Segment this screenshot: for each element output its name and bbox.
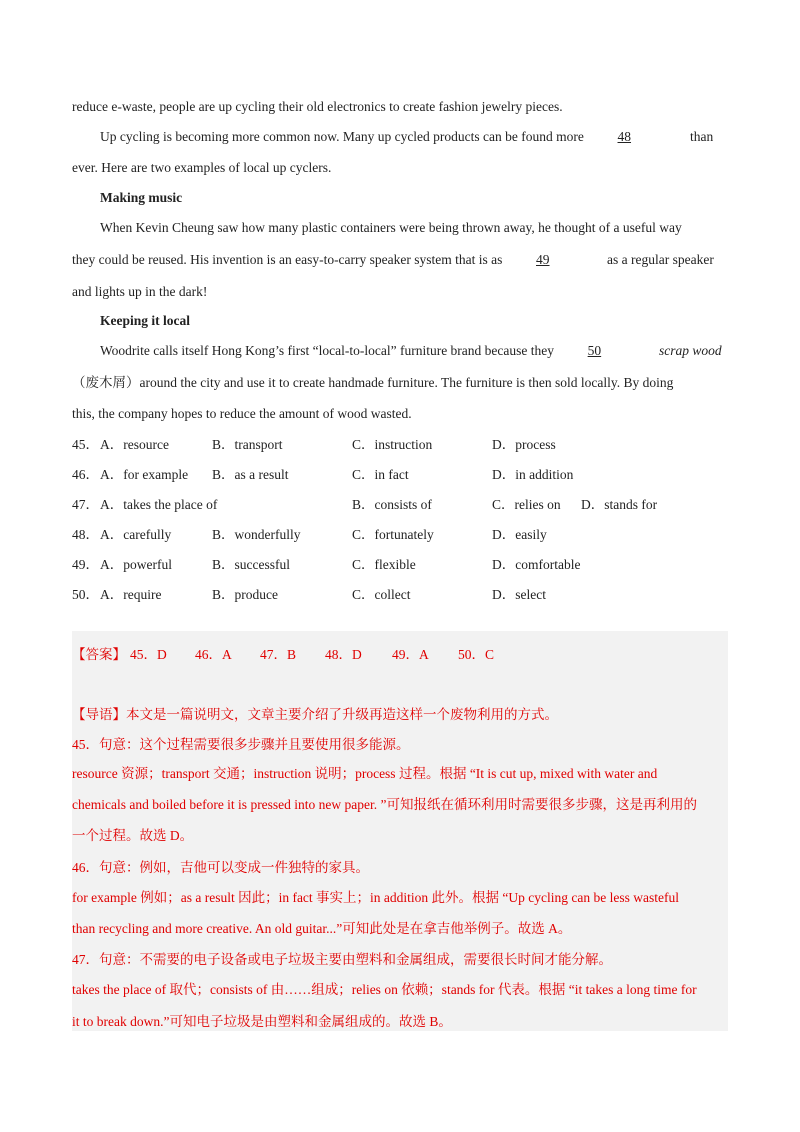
answer-key [72,646,126,664]
passage-line-7-term: scrap wood [659,343,722,358]
answer-46: 46．A [195,647,232,662]
passage-line-5 [72,251,576,269]
passage-line-3: ever. Here are two examples of local up cyclers. [72,160,332,175]
passage-line-2 [100,128,657,146]
question-number: 49． [72,557,99,572]
option-a: A．carefully [100,527,172,542]
passage-line-7 [100,342,627,360]
explanation-line-1: 45．句意：这个过程需要很多步骤并且要使用很多能源。 [72,737,410,752]
option-d: D．select [492,587,546,602]
explanation-line-3: chemicals and boiled before it is pressed into new paper. ”可知报纸在循环利用时需要很多步骤，这是再利用的 [72,797,698,812]
passage-line-2-end: than [690,129,714,144]
section-heading-making-music: Making music [100,190,183,205]
option-c: C．relies on [492,497,561,512]
option-c: C．collect [352,587,411,602]
option-a: A．resource [100,437,169,452]
explanation-line-9: takes the place of 取代；consists of 由……组成；relies on 依赖；stands for 代表。根据 “it takes a long time for [72,982,697,997]
option-b: B．produce [212,587,278,602]
answer-label: 【答案】 [72,647,126,662]
blank-50: 50 [587,343,602,358]
explanation-line-10: it to break down.”可知电子垃圾是由塑料和金属组成的。故选 B。 [72,1014,452,1029]
intro-label: 【导语】 [72,707,126,722]
answer-48: 48．D [325,647,362,662]
passage-line-5-text: they could be reused. His invention is an easy-to-carry speaker system that is as [72,252,503,267]
option-d: D．easily [492,527,547,542]
answer-49: 49．A [392,647,429,662]
question-number: 47． [72,497,99,512]
explanation-line-2: resource 资源；transport 交通；instruction 说明；process 过程。根据 “It is cut up, mixed with water and [72,766,658,781]
option-c: C．in fact [352,467,409,482]
option-b: B．transport [212,437,283,452]
option-a: A．for example [100,467,189,482]
option-b: B．successful [212,557,290,572]
explanation-line-4: 一个过程。故选 D。 [72,828,194,843]
blank-49: 49 [536,252,550,267]
option-d: D．stands for [581,497,658,512]
answer-45: 45．D [130,647,167,662]
passage-line-7-text: Woodrite calls itself Hong Kong’s first “local-to-local” furniture brand because they [100,343,555,358]
option-a: A．powerful [100,557,172,572]
explanation-line-6: for example 例如；as a result 因此；in fact 事实上；in addition 此外。根据 “Up cycling can be less wasteful [72,890,679,905]
passage-line-6: and lights up in the dark! [72,284,208,299]
question-number: 46． [72,467,99,482]
explanation-line-8: 47．句意：不需要的电子设备或电子垃圾主要由塑料和金属组成，需要很长时间才能分解。 [72,952,612,967]
option-b: B．as a result [212,467,289,482]
option-a: A．takes the place of [100,497,218,512]
passage-line-4: When Kevin Cheung saw how many plastic containers were being thrown away, he thought of a useful way [100,220,682,235]
option-c: C．flexible [352,557,416,572]
option-d: D．in addition [492,467,574,482]
passage-line-5-end: as a regular speaker [607,252,714,267]
question-number: 48． [72,527,99,542]
question-number: 45． [72,437,99,452]
explanation-line-7: than recycling and more creative. An old guitar...”可知此处是在拿吉他举例子。故选 A。 [72,921,572,936]
passage-line-9: this, the company hopes to reduce the amount of wood wasted. [72,406,412,421]
option-d: D．comfortable [492,557,581,572]
answer-47: 47．B [260,647,297,662]
option-c: C．fortunately [352,527,434,542]
option-b: B．wonderfully [212,527,301,542]
question-number: 50． [72,587,99,602]
option-c: C．instruction [352,437,433,452]
answer-50: 50．C [458,647,495,662]
option-b: B．consists of [352,497,432,512]
option-d: D．process [492,437,556,452]
section-heading-keeping-it-local: Keeping it local [100,313,190,328]
option-a: A．require [100,587,162,602]
blank-48: 48 [617,129,632,144]
passage-line-1: reduce e-waste, people are up cycling their old electronics to create fashion jewelry pieces. [72,99,563,114]
intro-line [72,706,558,724]
passage-line-8: （废木屑）around the city and use it to create handmade furniture. The furniture is then sold locally. By doing [72,375,674,390]
intro-text: 本文是一篇说明文，文章主要介绍了升级再造这样一个废物利用的方式。 [126,707,558,722]
explanation-line-5: 46．句意：例如，吉他可以变成一件独特的家具。 [72,860,369,875]
passage-line-2-text: Up cycling is becoming more common now. Many up cycled products can be found more [100,129,584,144]
